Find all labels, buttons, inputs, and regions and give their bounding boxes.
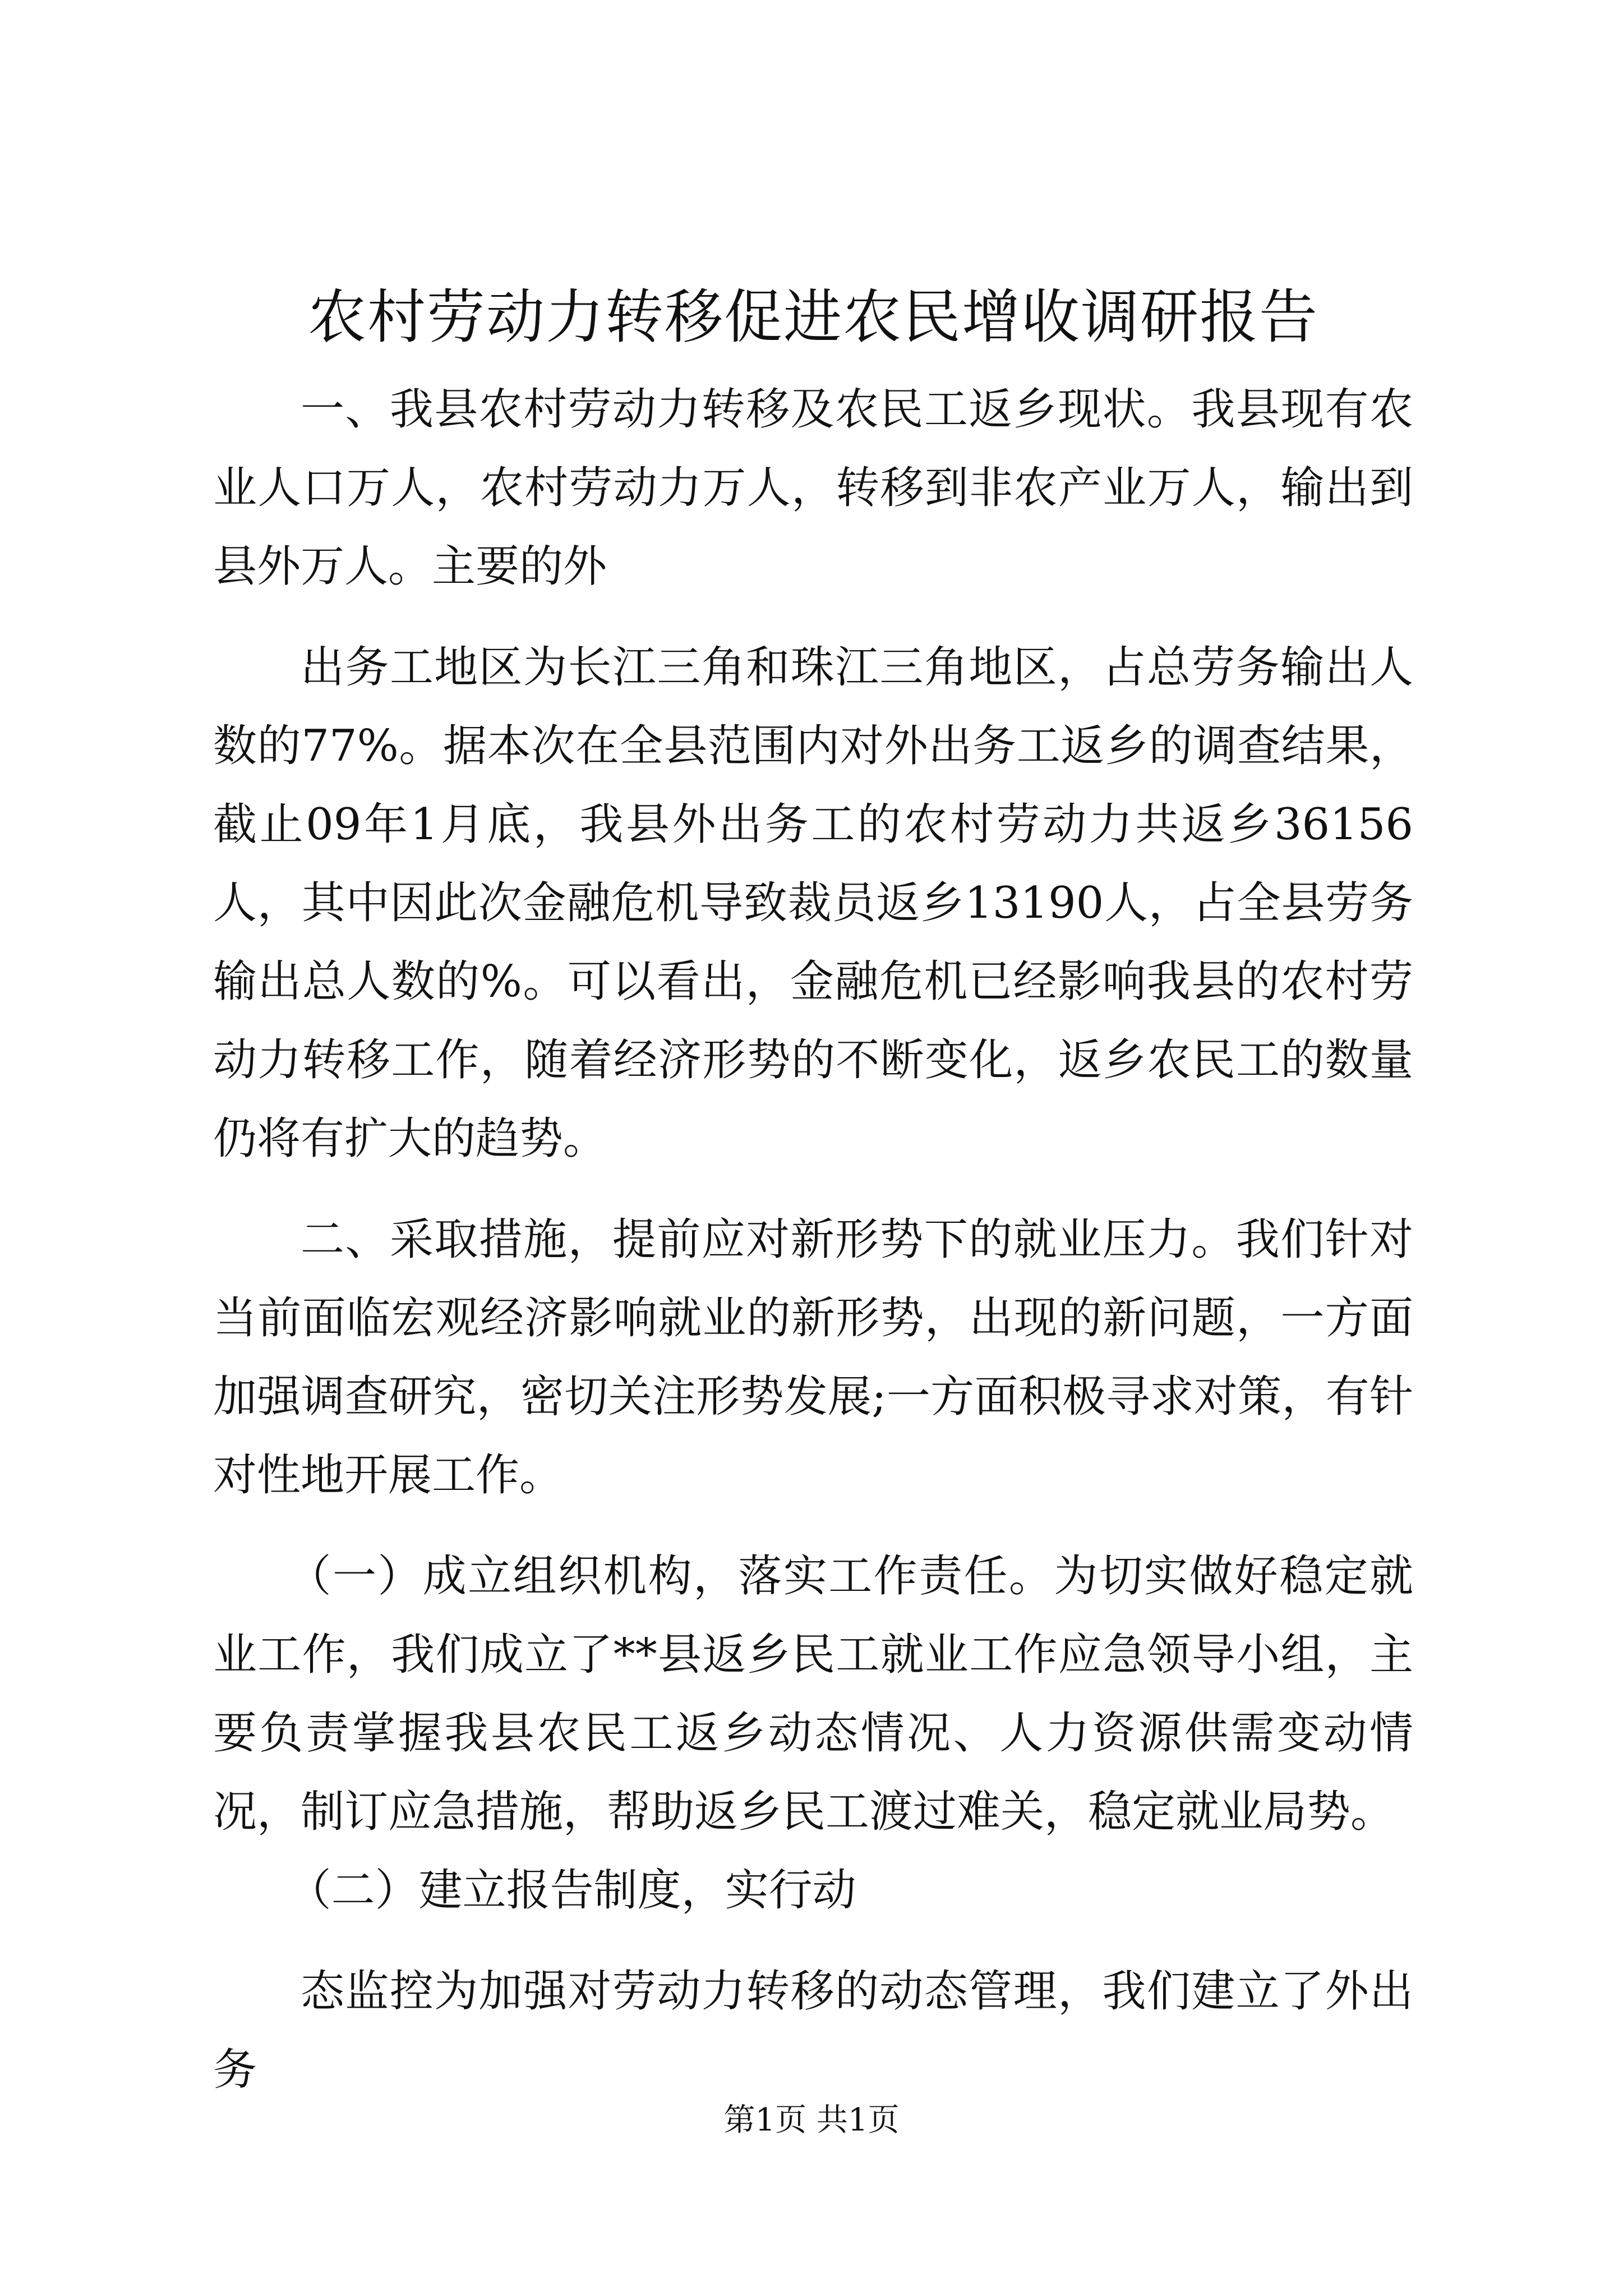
paragraph-reporting-heading: （二）建立报告制度，实行动	[287, 1865, 856, 1916]
paragraph-status: 一、我县农村劳动力转移及农民工返乡现状。我县现有农业人口万人，农村劳动力万人，转移到非农产业万人，输出到县外万人。主要的外	[213, 384, 1413, 592]
page-footer: 第1页 共1页	[723, 2102, 900, 2138]
document-title: 农村劳动力转移促进农民增收调研报告	[307, 283, 1318, 351]
document-body	[213, 275, 1413, 2109]
paragraph-measures: 二、采取措施，提前应对新形势下的就业压力。我们针对当前面临宏观经济影响就业的新形势，出现的新问题，一方面加强调查研究，密切关注形势发展;一方面积极寻求对策，有针对性地开展工作。	[213, 1214, 1414, 1501]
paragraph-monitoring: 态监控为加强对劳动力转移的动态管理，我们建立了外出务	[213, 1966, 1413, 2095]
paragraph-organization: （一）成立组织机构，落实工作责任。为切实做好稳定就业工作，我们成立了**县返乡民工就业工作应急领导小组，主要负责掌握我县农民工返乡动态情况、人力资源供需变动情况，制订应急措施，帮助返乡民工渡过难关，稳定就业局势。	[213, 1551, 1413, 1837]
paragraph-statistics: 出务工地区为长江三角和珠江三角地区，占总劳务输出人数的77%。据本次在全县范围内对外出务工返乡的调查结果，截止09年1月底，我县外出务工的农村劳动力共返乡36156人，其中因此次金融危机导致裁员返乡13190人，占全县劳务输出总人数的%。可以看出，金融危机已经影响我县的农村劳动力转移工作，随着经济形势的不断变化，返乡农民工的数量仍将有扩大的趋势。	[213, 642, 1413, 1164]
